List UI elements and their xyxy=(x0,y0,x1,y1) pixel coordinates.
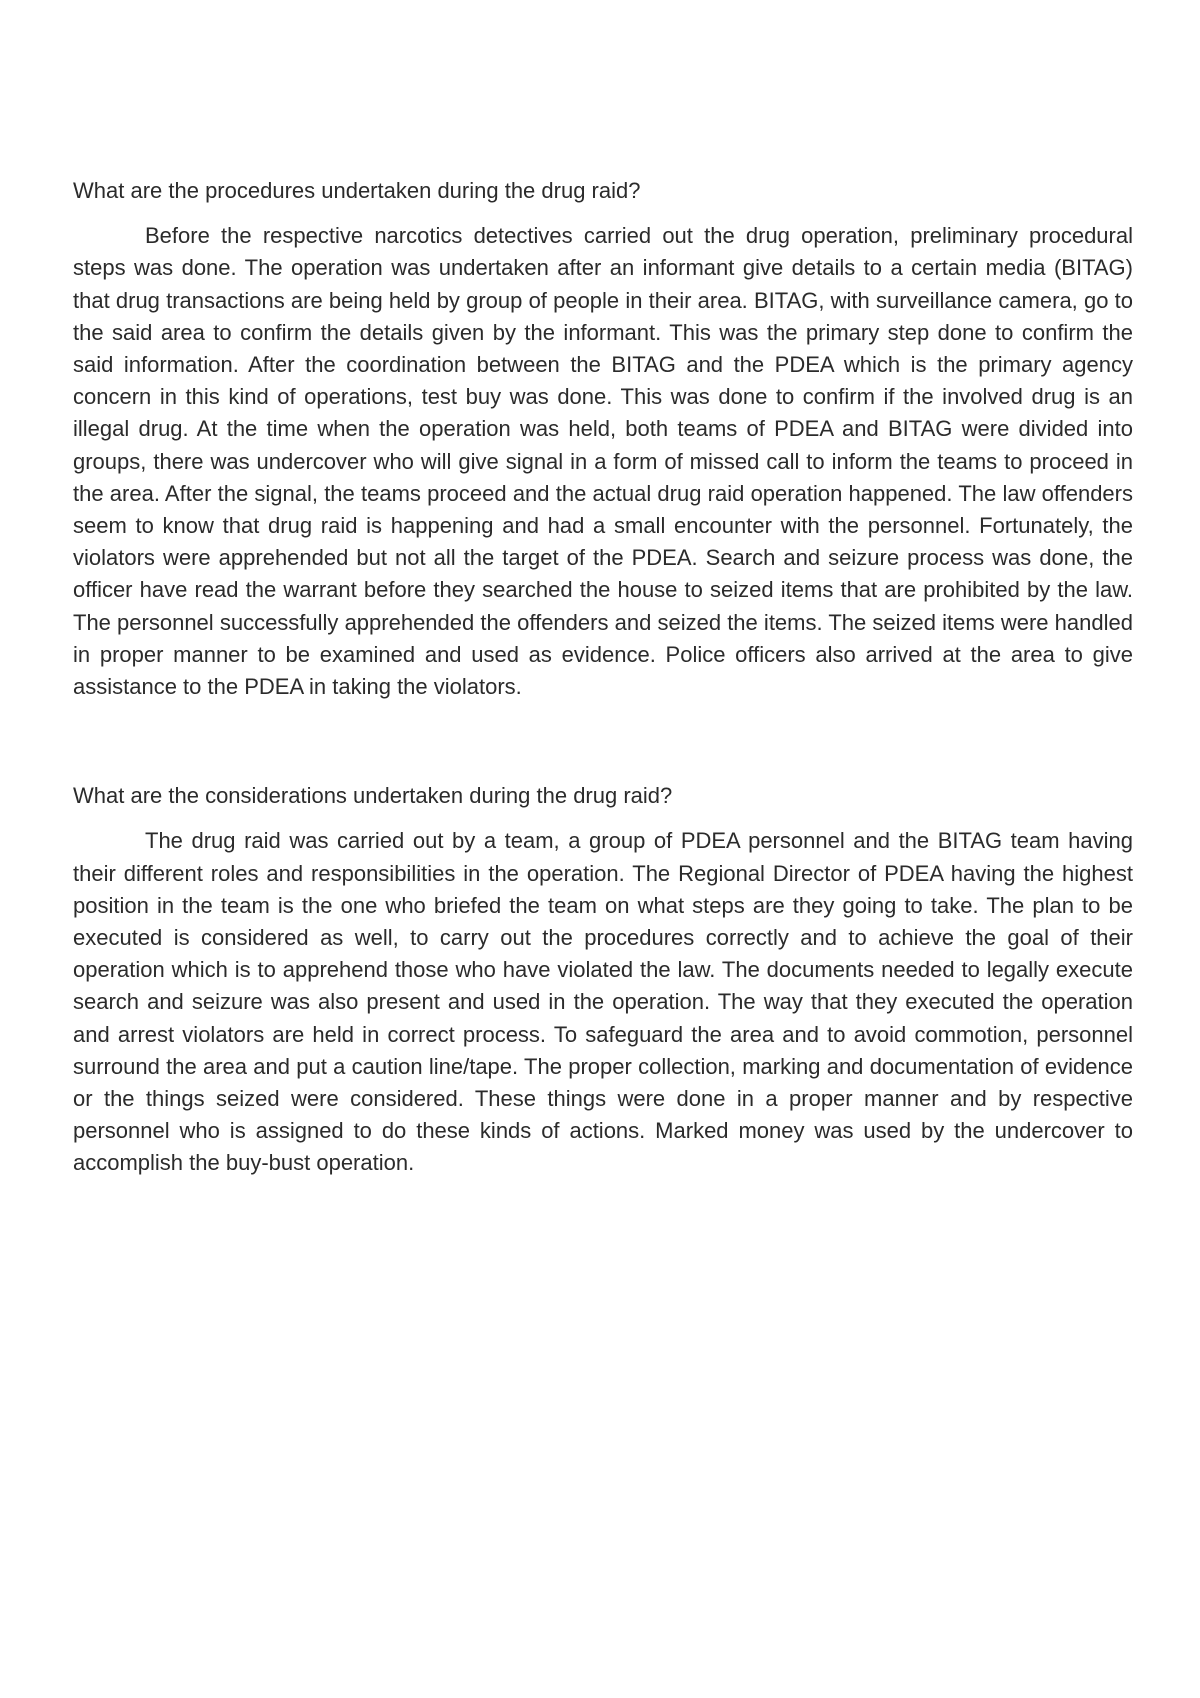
answer-procedures: Before the respective narcotics detectives carried out the drug operation, preliminary procedural steps was done. The operation was undertaken after an informant give details to a certain media (BITAG) that drug transactions are being held by group of people in their area. BITAG, with surveillance camera, go to the said area to confirm the details given by the informant. This was the primary step done to confirm the said information. After the coordination between the BITAG and the PDEA which is the primary agency concern in this kind of operations, test buy was done. This was done to confirm if the involved drug is an illegal drug. At the time when the operation was held, both teams of PDEA and BITAG were divided into groups, there was undercover who will give signal in a form of missed call to inform the teams to proceed in the area. After the signal, the teams proceed and the actual drug raid operation happened. The law offenders seem to know that drug raid is happening and had a small encounter with the personnel. Fortunately, the violators were apprehended but not all the target of the PDEA. Search and seizure process was done, the officer have read the warrant before they searched the house to seized items that are prohibited by the law. The personnel successfully apprehended the offenders and seized the items. The seized items were handled in proper manner to be examined and used as evidence. Police officers also arrived at the area to give assistance to the PDEA in taking the violators. xyxy=(73,223,1133,700)
question-considerations: What are the considerations undertaken during the drug raid? xyxy=(73,783,673,809)
answer-considerations: The drug raid was carried out by a team, a group of PDEA personnel and the BITAG team having their different roles and responsibilities in the operation. The Regional Director of PDEA having the highest position in the team is the one who briefed the team on what steps are they going to take. The plan to be executed is considered as well, to carry out the procedures correctly and to achieve the goal of their operation which is to apprehend those who have violated the law. The documents needed to legally execute search and seizure was also present and used in the operation. The way that they executed the operation and arrest violators are held in correct process. To safeguard the area and to avoid commotion, personnel surround the area and put a caution line/tape. The proper collection, marking and documentation of evidence or the things seized were considered. These things were done in a proper manner and by respective personnel who is assigned to do these kinds of actions. Marked money was used by the undercover to accomplish the buy-bust operation. xyxy=(73,828,1133,1176)
document-body xyxy=(73,175,1133,1180)
question-procedures: What are the procedures undertaken during the drug raid? xyxy=(73,178,641,203)
section-spacer xyxy=(73,703,1133,780)
